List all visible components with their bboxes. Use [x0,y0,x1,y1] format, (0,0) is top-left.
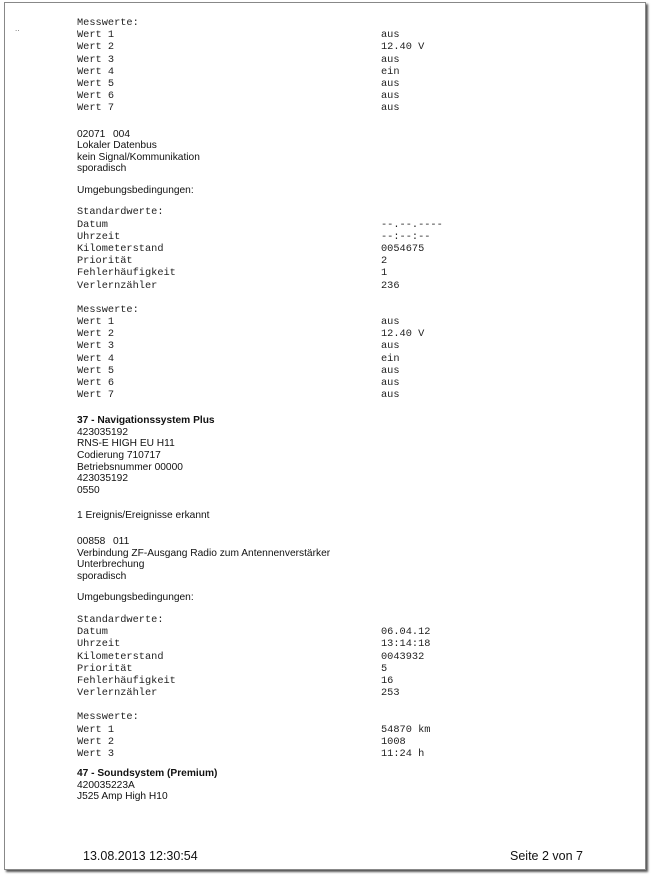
messwerte-block-3 [77,711,617,760]
value-row: Wert 7 aus [77,102,400,115]
module-component: J525 Amp High H10 [77,791,168,803]
module-component: RNS-E HIGH EU H11 [77,438,175,450]
value-row: Wert 2 1008 [77,735,406,748]
module-part-number: 420035223A [77,779,135,791]
value-row: Fehlerhäufigkeit 16 [77,674,394,687]
value-row: Wert 3 aus [77,340,400,353]
module-coding: Codierung 710717 [77,450,161,462]
messwerte-title: Messwerte: [77,303,139,316]
value-row: Verlernzähler 253 [77,687,400,700]
module-part-number-2: 423035192 [77,473,128,485]
value-row: Uhrzeit --:--:-- [77,230,431,243]
fault-type: kein Signal/Kommunikation [77,151,200,163]
messwerte-block-2 [77,304,617,402]
value-row: Wert 6 aus [77,376,400,389]
value-row: Uhrzeit 13:14:18 [77,638,431,651]
fault-description: Verbindung ZF-Ausgang Radio zum Antennenverstärker [77,547,331,559]
value-row: Kilometerstand 0054675 [77,243,425,256]
document-page [4,2,646,870]
value-row: Datum 06.04.12 [77,626,431,639]
value-row: Wert 3 11:24 h [77,747,425,760]
corner-mark: .. [15,25,20,33]
value-row: Fehlerhäufigkeit 1 [77,267,388,280]
module-title: 47 - Soundsystem (Premium) [77,768,218,780]
value-row: Wert 4 ein [77,352,400,365]
fault-description: Lokaler Datenbus [77,140,157,152]
footer-page-number: Seite 2 von 7 [510,849,583,863]
fault-code: 00858 011 [77,536,130,548]
messwerte-title: Messwerte: [77,17,139,29]
value-row: Wert 1 54870 km [77,723,431,736]
standardwerte-title: Standardwerte: [77,614,164,626]
module-title: 37 - Navigationssystem Plus [77,415,215,427]
conditions-title: Umgebungsbedingungen: [77,184,194,196]
value-row: Datum --.--.---- [77,218,443,231]
module-47-block [77,768,617,803]
value-row: Wert 6 aus [77,90,400,103]
value-row: Priorität 5 [77,662,388,675]
module-version: 0550 [77,484,100,496]
value-row: Wert 4 ein [77,65,400,78]
value-row: Wert 1 aus [77,29,400,42]
conditions-title: Umgebungsbedingungen: [77,592,194,604]
messwerte-block-1 [77,17,617,115]
value-row: Wert 5 aus [77,77,400,90]
value-row: Wert 3 aus [77,53,400,66]
value-row: Wert 2 12.40 V [77,328,425,341]
value-row: Wert 7 aus [77,389,400,402]
value-row: Wert 2 12.40 V [77,41,425,54]
fault-entry-02071 [77,129,617,197]
module-37-block [77,415,617,536]
events-count: 1 Ereignis/Ereignisse erkannt [77,510,210,522]
value-row: Wert 5 aus [77,364,400,377]
value-row: Verlernzähler 236 [77,279,400,292]
value-row: Kilometerstand 0043932 [77,650,425,663]
fault-entry-00858 [77,536,617,604]
page-content [77,17,617,803]
value-row: Priorität 2 [77,255,388,268]
value-row: Wert 1 aus [77,315,400,328]
standardwerte-title: Standardwerte: [77,206,164,219]
footer-datetime: 13.08.2013 12:30:54 [83,849,198,863]
fault-code: 02071 004 [77,128,130,140]
fault-frequency: sporadisch [77,163,127,175]
fault-type: Unterbrechung [77,559,145,571]
module-part-number: 423035192 [77,426,128,438]
messwerte-title: Messwerte: [77,711,139,724]
standardwerte-block-2 [77,614,617,699]
fault-frequency: sporadisch [77,570,127,582]
standardwerte-block-1 [77,206,617,291]
module-workshop-code: Betriebsnummer 00000 [77,461,183,473]
